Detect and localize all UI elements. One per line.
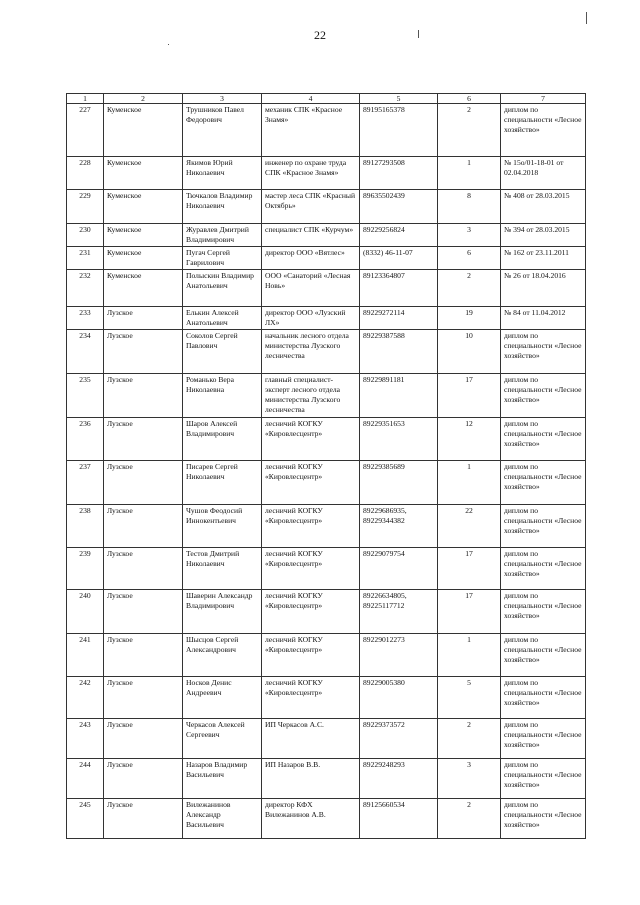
row-number: 238: [67, 505, 104, 548]
specialists-table: [66, 93, 586, 839]
district-cell: Лузское: [104, 505, 183, 548]
position-cell: лесничий КОГКУ «Кировлесцентр»: [262, 461, 360, 505]
table-row: [67, 104, 586, 157]
experience-cell: 2: [438, 270, 501, 307]
table-row: [67, 190, 586, 224]
table-row: [67, 677, 586, 719]
district-cell: Лузское: [104, 590, 183, 634]
table-row: [67, 799, 586, 839]
phone-cell: 89229385689: [360, 461, 438, 505]
experience-cell: 2: [438, 104, 501, 157]
phone-cell: 89195165378: [360, 104, 438, 157]
table-row: [67, 247, 586, 270]
phone-cell: 89125660534: [360, 799, 438, 839]
district-cell: Лузское: [104, 719, 183, 759]
position-cell: директор ООО «Лузский ЛХ»: [262, 307, 360, 330]
document-cell: диплом по специальности «Лесное хозяйство»: [501, 418, 586, 461]
table-row: [67, 505, 586, 548]
phone-cell: 89635502439: [360, 190, 438, 224]
experience-cell: 17: [438, 590, 501, 634]
position-cell: ИП Назаров В.В.: [262, 759, 360, 799]
document-cell: диплом по специальности «Лесное хозяйство»: [501, 330, 586, 374]
experience-cell: 12: [438, 418, 501, 461]
row-number: 227: [67, 104, 104, 157]
document-cell: № 408 от 28.03.2015: [501, 190, 586, 224]
column-header: 3: [183, 94, 262, 104]
row-number: 240: [67, 590, 104, 634]
experience-cell: 17: [438, 374, 501, 418]
district-cell: Куменское: [104, 104, 183, 157]
district-cell: Лузское: [104, 418, 183, 461]
experience-cell: 3: [438, 759, 501, 799]
position-cell: лесничий КОГКУ «Кировлесцентр»: [262, 677, 360, 719]
column-header: 4: [262, 94, 360, 104]
table-row: [67, 548, 586, 590]
scan-mark: [586, 12, 587, 24]
table-row: [67, 719, 586, 759]
phone-cell: 89229686935, 89229344382: [360, 505, 438, 548]
name-cell: Носков Денис Андреевич: [183, 677, 262, 719]
row-number: 241: [67, 634, 104, 677]
position-cell: специалист СПК «Курчум»: [262, 224, 360, 247]
table-row: [67, 634, 586, 677]
name-cell: Шаверин Александр Владимирович: [183, 590, 262, 634]
district-cell: Лузское: [104, 461, 183, 505]
position-cell: главный специалист-эксперт лесного отдела министерства Лузского лесничества: [262, 374, 360, 418]
district-cell: Лузское: [104, 799, 183, 839]
district-cell: Лузское: [104, 374, 183, 418]
experience-cell: 8: [438, 190, 501, 224]
experience-cell: 6: [438, 247, 501, 270]
phone-cell: 89127293508: [360, 157, 438, 190]
document-cell: № 84 от 11.04.2012: [501, 307, 586, 330]
row-number: 234: [67, 330, 104, 374]
column-header: 2: [104, 94, 183, 104]
position-cell: мастер леса СПК «Красный Октябрь»: [262, 190, 360, 224]
row-number: 236: [67, 418, 104, 461]
name-cell: Пугач Сергей Гаврилович: [183, 247, 262, 270]
position-cell: лесничий КОГКУ «Кировлесцентр»: [262, 418, 360, 461]
district-cell: Куменское: [104, 270, 183, 307]
district-cell: Куменское: [104, 247, 183, 270]
district-cell: Куменское: [104, 157, 183, 190]
table-row: [67, 759, 586, 799]
name-cell: Черкасов Алексей Сергеевич: [183, 719, 262, 759]
document-cell: диплом по специальности «Лесное хозяйство»: [501, 461, 586, 505]
phone-cell: 89123364807: [360, 270, 438, 307]
experience-cell: 19: [438, 307, 501, 330]
table-row: [67, 330, 586, 374]
position-cell: начальник лесного отдела министерства Лузского лесничества: [262, 330, 360, 374]
position-cell: механик СПК «Красное Знамя»: [262, 104, 360, 157]
page-number: 22: [314, 28, 326, 42]
document-cell: диплом по специальности «Лесное хозяйство»: [501, 374, 586, 418]
name-cell: Журавлев Дмитрий Владимирович: [183, 224, 262, 247]
document-cell: диплом по специальности «Лесное хозяйство»: [501, 590, 586, 634]
district-cell: Лузское: [104, 548, 183, 590]
document-cell: диплом по специальности «Лесное хозяйство»: [501, 104, 586, 157]
column-header: 1: [67, 94, 104, 104]
experience-cell: 1: [438, 157, 501, 190]
table-row: [67, 270, 586, 307]
row-number: 232: [67, 270, 104, 307]
name-cell: Елькин Алексей Анатольевич: [183, 307, 262, 330]
experience-cell: 2: [438, 799, 501, 839]
experience-cell: 1: [438, 461, 501, 505]
row-number: 235: [67, 374, 104, 418]
experience-cell: 10: [438, 330, 501, 374]
phone-cell: 89229272114: [360, 307, 438, 330]
document-cell: № 15о/01-18-01 от 02.04.2018: [501, 157, 586, 190]
phone-cell: 89229387588: [360, 330, 438, 374]
document-cell: диплом по специальности «Лесное хозяйство»: [501, 677, 586, 719]
position-cell: ИП Черкасов А.С.: [262, 719, 360, 759]
district-cell: Лузское: [104, 677, 183, 719]
phone-cell: 89229012273: [360, 634, 438, 677]
district-cell: Лузское: [104, 330, 183, 374]
column-header: 5: [360, 94, 438, 104]
district-cell: Лузское: [104, 307, 183, 330]
name-cell: Якимов Юрий Николаевич: [183, 157, 262, 190]
document-cell: диплом по специальности «Лесное хозяйство»: [501, 719, 586, 759]
phone-cell: 89229248293: [360, 759, 438, 799]
experience-cell: 17: [438, 548, 501, 590]
position-cell: инженер по охране труда СПК «Красное Знамя»: [262, 157, 360, 190]
experience-cell: 3: [438, 224, 501, 247]
district-cell: Куменское: [104, 224, 183, 247]
name-cell: Писарев Сергей Николаевич: [183, 461, 262, 505]
experience-cell: 2: [438, 719, 501, 759]
position-cell: директор ООО «Вятлес»: [262, 247, 360, 270]
position-cell: лесничий КОГКУ «Кировлесцентр»: [262, 634, 360, 677]
document-cell: диплом по специальности «Лесное хозяйство»: [501, 759, 586, 799]
district-cell: Лузское: [104, 759, 183, 799]
position-cell: лесничий КОГКУ «Кировлесцентр»: [262, 590, 360, 634]
table-row: [67, 157, 586, 190]
document-cell: диплом по специальности «Лесное хозяйство»: [501, 505, 586, 548]
table-row: [67, 307, 586, 330]
name-cell: Чушов Феодосий Иннокентьевич: [183, 505, 262, 548]
scan-mark: [418, 30, 419, 38]
district-cell: Куменское: [104, 190, 183, 224]
table-row: [67, 224, 586, 247]
table-row: [67, 418, 586, 461]
name-cell: Трушников Павел Федорович: [183, 104, 262, 157]
experience-cell: 5: [438, 677, 501, 719]
row-number: 229: [67, 190, 104, 224]
phone-cell: 89226634805, 89225117712: [360, 590, 438, 634]
row-number: 231: [67, 247, 104, 270]
experience-cell: 22: [438, 505, 501, 548]
position-cell: лесничий КОГКУ «Кировлесцентр»: [262, 505, 360, 548]
row-number: 243: [67, 719, 104, 759]
phone-cell: 89229079754: [360, 548, 438, 590]
name-cell: Полыскин Владимир Анатольевич: [183, 270, 262, 307]
table-row: [67, 374, 586, 418]
scan-mark: [168, 44, 169, 45]
name-cell: Романько Вера Николаевна: [183, 374, 262, 418]
name-cell: Соколов Сергей Павлович: [183, 330, 262, 374]
row-number: 228: [67, 157, 104, 190]
column-header: 6: [438, 94, 501, 104]
phone-cell: (8332) 46-11-07: [360, 247, 438, 270]
table-row: [67, 590, 586, 634]
document-cell: диплом по специальности «Лесное хозяйство»: [501, 799, 586, 839]
row-number: 233: [67, 307, 104, 330]
row-number: 242: [67, 677, 104, 719]
row-number: 239: [67, 548, 104, 590]
row-number: 237: [67, 461, 104, 505]
document-cell: диплом по специальности «Лесное хозяйство»: [501, 634, 586, 677]
name-cell: Шысцов Сергей Александрович: [183, 634, 262, 677]
position-cell: директор КФХ Вилежанинов А.В.: [262, 799, 360, 839]
experience-cell: 1: [438, 634, 501, 677]
document-cell: № 394 от 28.03.2015: [501, 224, 586, 247]
phone-cell: 89229256824: [360, 224, 438, 247]
column-number-row: [67, 94, 586, 104]
position-cell: ООО «Санаторий «Лесная Новь»: [262, 270, 360, 307]
column-header: 7: [501, 94, 586, 104]
name-cell: Тестов Дмитрий Николаевич: [183, 548, 262, 590]
name-cell: Тючкалов Владимир Николаевич: [183, 190, 262, 224]
row-number: 230: [67, 224, 104, 247]
name-cell: Назаров Владимир Васильевич: [183, 759, 262, 799]
document-cell: № 26 от 18.04.2016: [501, 270, 586, 307]
name-cell: Вилежанинов Александр Васильевич: [183, 799, 262, 839]
document-cell: № 162 от 23.11.2011: [501, 247, 586, 270]
phone-cell: 89229351653: [360, 418, 438, 461]
position-cell: лесничий КОГКУ «Кировлесцентр»: [262, 548, 360, 590]
document-cell: диплом по специальности «Лесное хозяйство»: [501, 548, 586, 590]
row-number: 245: [67, 799, 104, 839]
district-cell: Лузское: [104, 634, 183, 677]
phone-cell: 89229005380: [360, 677, 438, 719]
table-body: [67, 104, 586, 839]
phone-cell: 89229373572: [360, 719, 438, 759]
phone-cell: 89229891181: [360, 374, 438, 418]
name-cell: Шаров Алексей Владимирович: [183, 418, 262, 461]
row-number: 244: [67, 759, 104, 799]
table-row: [67, 461, 586, 505]
